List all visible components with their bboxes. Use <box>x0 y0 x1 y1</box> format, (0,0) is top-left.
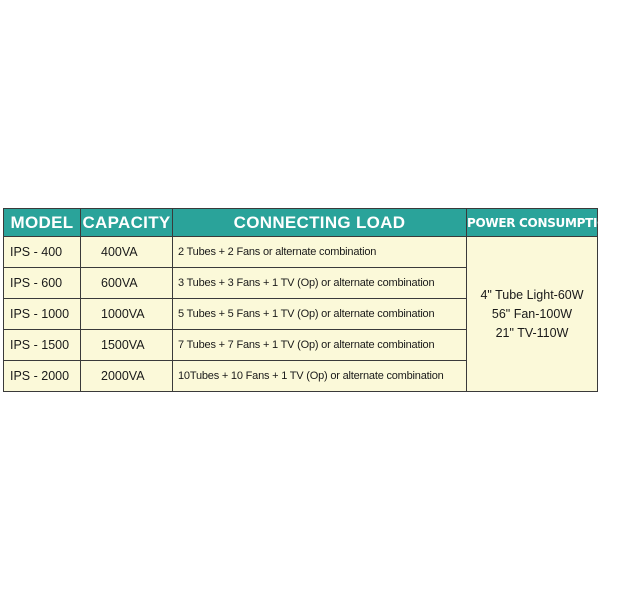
header-power-consumption: POWER CONSUMPTION <box>467 209 598 237</box>
cell-capacity: 600VA <box>81 268 173 299</box>
cell-capacity: 1000VA <box>81 299 173 330</box>
power-tube-light: 4" Tube Light-60W <box>480 287 584 302</box>
table-row <box>4 237 598 268</box>
cell-connecting-load: 10Tubes + 10 Fans + 1 TV (Op) or alternate combination <box>173 361 467 392</box>
cell-connecting-load: 5 Tubes + 5 Fans + 1 TV (Op) or alternate combination <box>173 299 467 330</box>
cell-capacity: 400VA <box>81 237 173 268</box>
ips-spec-table <box>3 208 617 392</box>
cell-connecting-load: 3 Tubes + 3 Fans + 1 TV (Op) or alternate combination <box>173 268 467 299</box>
header-model: MODEL <box>4 209 81 237</box>
cell-model: IPS - 1500 <box>4 330 81 361</box>
cell-connecting-load: 2 Tubes + 2 Fans or alternate combination <box>173 237 467 268</box>
cell-power-consumption <box>467 237 598 392</box>
header-capacity: CAPACITY <box>81 209 173 237</box>
table-header-row <box>4 209 598 237</box>
cell-model: IPS - 2000 <box>4 361 81 392</box>
cell-capacity: 2000VA <box>81 361 173 392</box>
cell-model: IPS - 400 <box>4 237 81 268</box>
cell-model: IPS - 1000 <box>4 299 81 330</box>
power-tv: 21" TV-110W <box>495 325 569 340</box>
power-fan: 56" Fan-100W <box>491 306 573 321</box>
header-connecting-load: CONNECTING LOAD <box>173 209 467 237</box>
cell-connecting-load: 7 Tubes + 7 Fans + 1 TV (Op) or alternate combination <box>173 330 467 361</box>
cell-capacity: 1500VA <box>81 330 173 361</box>
cell-model: IPS - 600 <box>4 268 81 299</box>
